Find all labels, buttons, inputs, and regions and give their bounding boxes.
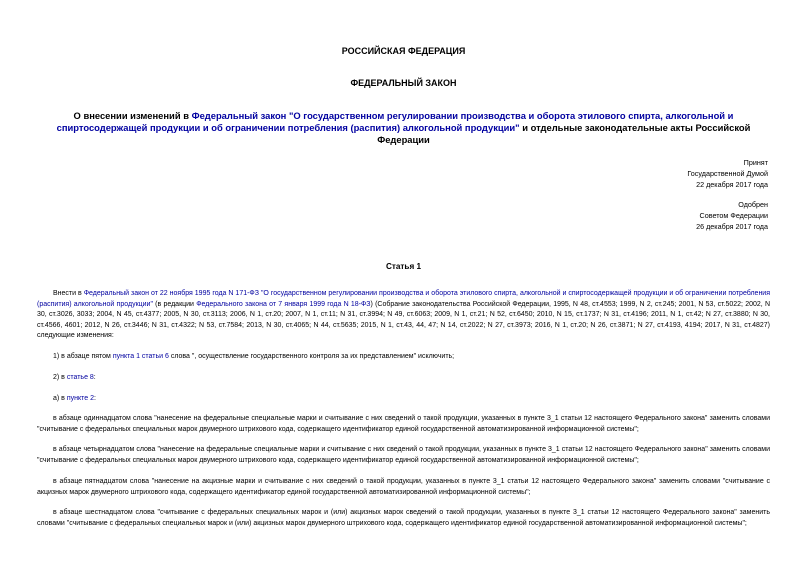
item-a <box>37 394 770 405</box>
item2-link[interactable]: статье 8 <box>66 374 94 381</box>
title-law-link[interactable]: Федеральный закон "О государственном регулировании производства и оборота этилового спирта, алкогольной и спиртосодержащей продукции и об ограничении потребления (распития) алкогольной продукции" <box>56 110 734 133</box>
item2-prefix: 2) в <box>53 374 67 381</box>
law-title <box>30 110 777 146</box>
article-intro <box>37 289 770 342</box>
accepted-line: Принят <box>743 158 768 167</box>
accepted-block <box>508 157 768 190</box>
doc-type-heading: ФЕДЕРАЛЬНЫЙ ЗАКОН <box>350 78 457 88</box>
itemA-link[interactable]: пункте 2 <box>66 395 94 402</box>
paragraph-14: в абзаце четырнадцатом слова "нанесение на федеральные специальные марки и считывание с них сведений о такой продукции, указанных в пункте 3_1 статьи 12 настоящего Федерального закона" заменить словами "считывание с федеральных специальных марок двумерного штрихового кода, содержащего идентификатор единой государственной автоматизированной информационной системы"; <box>37 446 770 464</box>
item1-suffix: слова ", осуществление государственного контроля за их представлением" исключить; <box>168 353 455 360</box>
paragraph-16: в абзаце шестнадцатом слова "считывание с федеральных специальных марок и (или) акцизных марок сведений о такой продукции, указанных в пункте 3_1 статьи 12 настоящего Федерального закона" заменить словами "считывание с федеральных специальных марок и (или) акцизных марок двумерного штрихового кода, содержащего идентификатор единой государственной автоматизированной информационной системы"; <box>37 509 770 527</box>
item-2 <box>37 373 770 384</box>
item-1 <box>37 352 770 363</box>
paragraph-11: в абзаце одиннадцатом слова "нанесение на федеральные специальные марки и считывание с них сведений о такой продукции, указанных в пункте 3_1 статьи 12 настоящего Федерального закона" заменить словами "считывание с федеральных специальных марок двумерного штрихового кода, содержащего идентификатор единой государственной автоматизированной информационной системы"; <box>37 415 770 433</box>
country-heading: РОССИЙСКАЯ ФЕДЕРАЦИЯ <box>341 46 466 56</box>
approved-line: Одобрен <box>738 200 768 209</box>
itemA-suffix: : <box>94 395 96 402</box>
item1-link[interactable]: пункта 1 статьи 6 <box>112 353 169 360</box>
accepted-body: Государственной Думой <box>687 169 768 178</box>
approved-block <box>508 199 768 232</box>
intro-law-link[interactable]: Федеральный закон от 22 ноября 1995 года N 171-ФЗ "О государственном регулировании производства и оборота этилового спирта, алкогольной и спиртосодержащей продукции и об ограничении потребления (распития) алкогольной продукции" <box>37 290 771 308</box>
intro-amend-link[interactable]: Федерального закона от 7 января 1999 года N 18-ФЗ <box>196 300 371 308</box>
article-heading: Статья 1 <box>385 262 422 271</box>
itemA-prefix: а) в <box>53 395 67 402</box>
title-suffix: и отдельные законодательные акты Российской Федерации <box>377 122 751 145</box>
intro-suffix: ) (Собрание законодательства Российской Федерации, 1995, N 48, ст.4553; 1999, N 2, ст.245; 2001, N 53, ст.5022; 2002, N 30, ст.3026, 3033; 2004, N 45, ст.4377; 2005, N 30, ст.3113; 2006, N 1, ст.20; 2007, N 1, ст.11; N 31, ст.3994; N 49, ст.6063; 2009, N 1, ст.21; N 52, ст.6450; 2010, N 15, ст.1737; N 31, ст.4196; 2011, N 1, ст.42; N 27, ст.3880; N 30, ст.4566, 4601; 2012, N 26, ст.3446; N 31, ст.4322; N 53, ст.7584; 2013, N 30, ст.4065; N 44, ст.5635; 2015, N 1, ст.43, 44, 47; N 14, ст.2022; N 27, ст.3973; 2016, N 1, ст.20; N 26, ст.3871; N 27, ст.4193, 4194; 2017, N 31, ст.4827) следующие изменения: <box>37 300 770 339</box>
accepted-date: 22 декабря 2017 года <box>696 180 768 189</box>
approved-date: 26 декабря 2017 года <box>696 222 768 231</box>
item1-prefix: 1) в абзаце пятом <box>53 353 113 360</box>
intro-prefix: Внести в <box>53 290 84 297</box>
title-prefix: О внесении изменений в <box>73 110 192 121</box>
intro-mid: (в редакции <box>152 300 197 308</box>
paragraph-15: в абзаце пятнадцатом слова "нанесение на акцизные марки и считывание с них сведений о такой продукции, указанных в пункте 3_1 статьи 12 настоящего Федерального закона" заменить словами "считывание с акцизных марок двумерного штрихового кода, содержащего идентификатор единой государственной автоматизированной информационной системы"; <box>37 478 770 496</box>
approved-body: Советом Федерации <box>699 211 768 220</box>
item2-suffix: : <box>93 374 96 381</box>
